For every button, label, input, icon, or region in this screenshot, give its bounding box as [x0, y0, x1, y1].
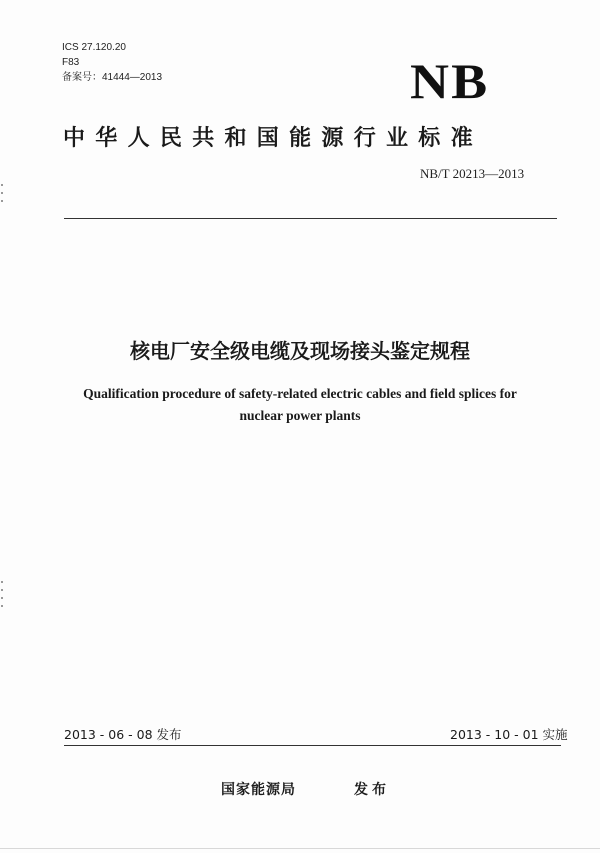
record-number: 备案号：41444—2013 — [62, 72, 163, 83]
document-title-en-line2: nuclear power plants — [239, 408, 361, 423]
footer-divider — [64, 745, 561, 746]
standard-category-title: 中华人民共和国能源行业标准 — [63, 126, 483, 151]
issue-label: 发布 — [354, 782, 390, 798]
scan-bottom-edge — [0, 848, 600, 849]
implement-date: 2013 - 10 - 01 实施 — [450, 727, 568, 742]
scan-edge-marks-bottom — [0, 575, 4, 607]
standard-number: NB/T 20213—2013 — [420, 166, 525, 181]
header-divider — [64, 218, 557, 219]
issuing-authority: 国家能源局 — [221, 782, 296, 798]
document-title-cn: 核电厂安全级电缆及现场接头鉴定规程 — [130, 339, 470, 363]
document-title-en-line1: Qualification procedure of safety-related electric cables and field splices for — [83, 386, 517, 401]
scan-edge-marks-top — [0, 178, 4, 202]
nb-logo: NB — [410, 53, 490, 109]
ics-code: ICS 27.120.20 — [62, 42, 126, 53]
publish-date: 2013 - 06 - 08 发布 — [64, 727, 182, 742]
classification-code: F83 — [62, 57, 80, 68]
